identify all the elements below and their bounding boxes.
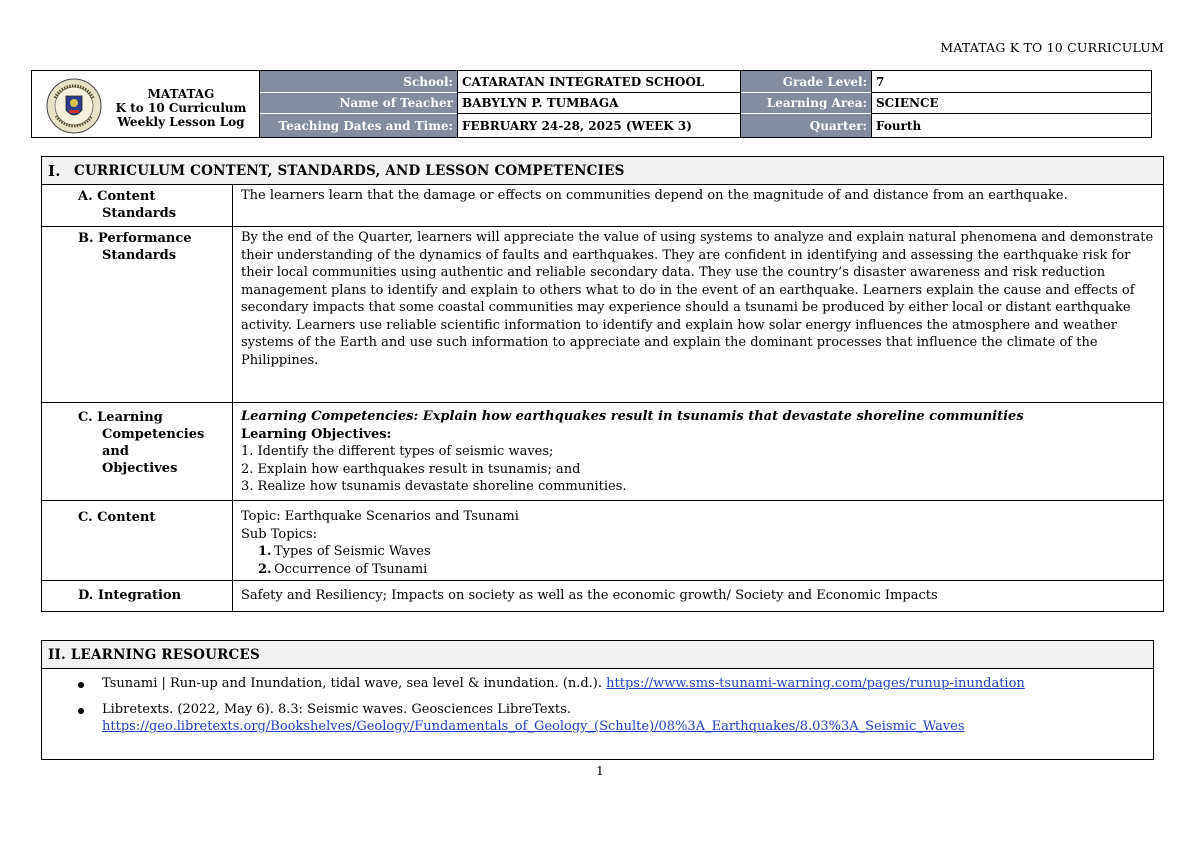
performance-standards-label-b: Standards <box>102 248 177 263</box>
resource-text: Tsunami | Run-up and Inundation, tidal wave, sea level & inundation. (n.d.). <box>102 676 607 691</box>
subtopic-number: 2. <box>258 561 272 577</box>
integration-text: Safety and Resiliency; Impacts on society as well as the economic growth/ Society and Economic Impacts <box>241 588 938 603</box>
page-number: 1 <box>596 764 604 778</box>
info-grid <box>260 71 1151 137</box>
integration-row <box>42 581 1163 611</box>
resource-item <box>72 675 1143 693</box>
content-row <box>42 501 1163 581</box>
lesson-log-header <box>31 70 1152 138</box>
integration-label: D. Integration <box>42 581 233 611</box>
section1-numeral: I. <box>48 161 61 180</box>
subtopic-text: Types of Seismic Waves <box>274 544 431 559</box>
page-header: MATATAG K TO 10 CURRICULUM <box>940 40 1164 55</box>
competencies-label-b: Competencies <box>102 427 205 442</box>
logo-title <box>106 87 256 129</box>
performance-standards-text: By the end of the Quarter, learners will appreciate the value of using systems to analyze and explain natural phenomena and demonstrate their understanding of the dynamics of faults and earthquakes. They are confident in identifying and assessing the earthquake risk for their local communities using authentic and reliable secondary data. They use the country’s disaster awareness and risk reduction management plans to identify and explain to others what to do in the event of an earthquake. Learners explain the cause and effects of secondary impacts that some coastal communities may experience should a tsunami be produced by either local or distant earthquake activity. Learners use reliable scientific information to identify and explain how solar energy influences the atmosphere and weather systems of the Earth and use such information to appreciate and explain the dominant processes that influence the climate of the Philippines. <box>241 230 1154 368</box>
competencies-label <box>42 403 233 500</box>
competencies-row <box>42 403 1163 501</box>
subtopic-item <box>241 561 1155 579</box>
learning-resources-section <box>41 640 1154 760</box>
competencies-label-d: Objectives <box>102 461 178 476</box>
resource-text: Libretexts. (2022, May 6). 8.3: Seismic waves. Geosciences LibreTexts. <box>102 701 571 717</box>
performance-standards-row <box>42 227 1163 403</box>
bullet-dot-icon <box>78 708 84 714</box>
logo-title-line2: K to 10 Curriculum <box>115 101 247 115</box>
dates-label: Teaching Dates and Time: <box>260 114 457 137</box>
quarter-value: Fourth <box>871 114 1151 137</box>
performance-standards-label-a: B. Performance <box>78 231 192 246</box>
teacher-label: Name of Teacher <box>260 93 457 114</box>
subtopics-title: Sub Topics: <box>241 526 318 542</box>
resource-link[interactable]: https://geo.libretexts.org/Bookshelves/Geology/Fundamentals_of_Geology_(Schulte)/08%3A_Earthquakes/8.03%3A_Seismic_Waves <box>102 719 965 734</box>
subtopic-text: Occurrence of Tsunami <box>274 561 428 577</box>
deped-seal-icon <box>46 78 102 134</box>
grade-label: Grade Level: <box>741 71 871 93</box>
teacher-value: BABYLYN P. TUMBAGA <box>457 93 741 114</box>
content-topic: Topic: Earthquake Scenarios and Tsunami <box>241 509 519 524</box>
curriculum-section <box>41 156 1164 612</box>
section2-heading: II. LEARNING RESOURCES <box>42 641 1153 669</box>
competencies-label-c: and <box>102 444 129 459</box>
content-text <box>233 501 1163 580</box>
school-value: CATARATAN INTEGRATED SCHOOL <box>457 71 741 93</box>
performance-standards-label <box>42 227 233 402</box>
area-value: SCIENCE <box>871 93 1151 114</box>
content-label: C. Content <box>42 501 233 580</box>
content-standards-label <box>42 185 233 226</box>
objectives-title: Learning Objectives: <box>241 426 392 442</box>
resource-link[interactable]: https://www.sms-tsunami-warning.com/pages/runup-inundation <box>606 676 1025 691</box>
competencies-label-a: C. Learning <box>78 410 163 425</box>
content-standards-text: The learners learn that the damage or effects on communities depend on the magnitude of and distance from an earthquake. <box>241 188 1068 203</box>
section1-heading <box>42 157 1163 185</box>
bullet-dot-icon <box>78 682 84 688</box>
resource-item <box>72 701 1143 736</box>
quarter-label: Quarter: <box>741 114 871 137</box>
dates-value: FEBRUARY 24-28, 2025 (WEEK 3) <box>457 114 741 137</box>
objective-item: 2. Explain how earthquakes result in tsunamis; and <box>241 461 581 477</box>
logo-title-line1: MATATAG <box>147 87 215 101</box>
area-label: Learning Area: <box>741 93 871 114</box>
competency-statement: Learning Competencies: Explain how earthquakes result in tsunamis that devastate shoreline communities <box>241 409 1024 424</box>
school-label: School: <box>260 71 457 93</box>
content-standards-label-b: Standards <box>102 206 177 221</box>
content-standards-row <box>42 185 1163 227</box>
subtopic-number: 1. <box>258 544 272 559</box>
logo-cell <box>32 71 260 137</box>
objective-item: 1. Identify the different types of seismic waves; <box>241 444 554 459</box>
section1-title: CURRICULUM CONTENT, STANDARDS, AND LESSON COMPETENCIES <box>74 162 625 179</box>
subtopic-item <box>241 543 1155 561</box>
resources-list <box>42 669 1153 736</box>
objective-item: 3. Realize how tsunamis devastate shoreline communities. <box>241 479 627 494</box>
content-standards-label-a: A. Content <box>78 189 156 204</box>
logo-title-line3: Weekly Lesson Log <box>117 115 245 129</box>
grade-value: 7 <box>871 71 1151 93</box>
competencies-text <box>233 403 1163 500</box>
